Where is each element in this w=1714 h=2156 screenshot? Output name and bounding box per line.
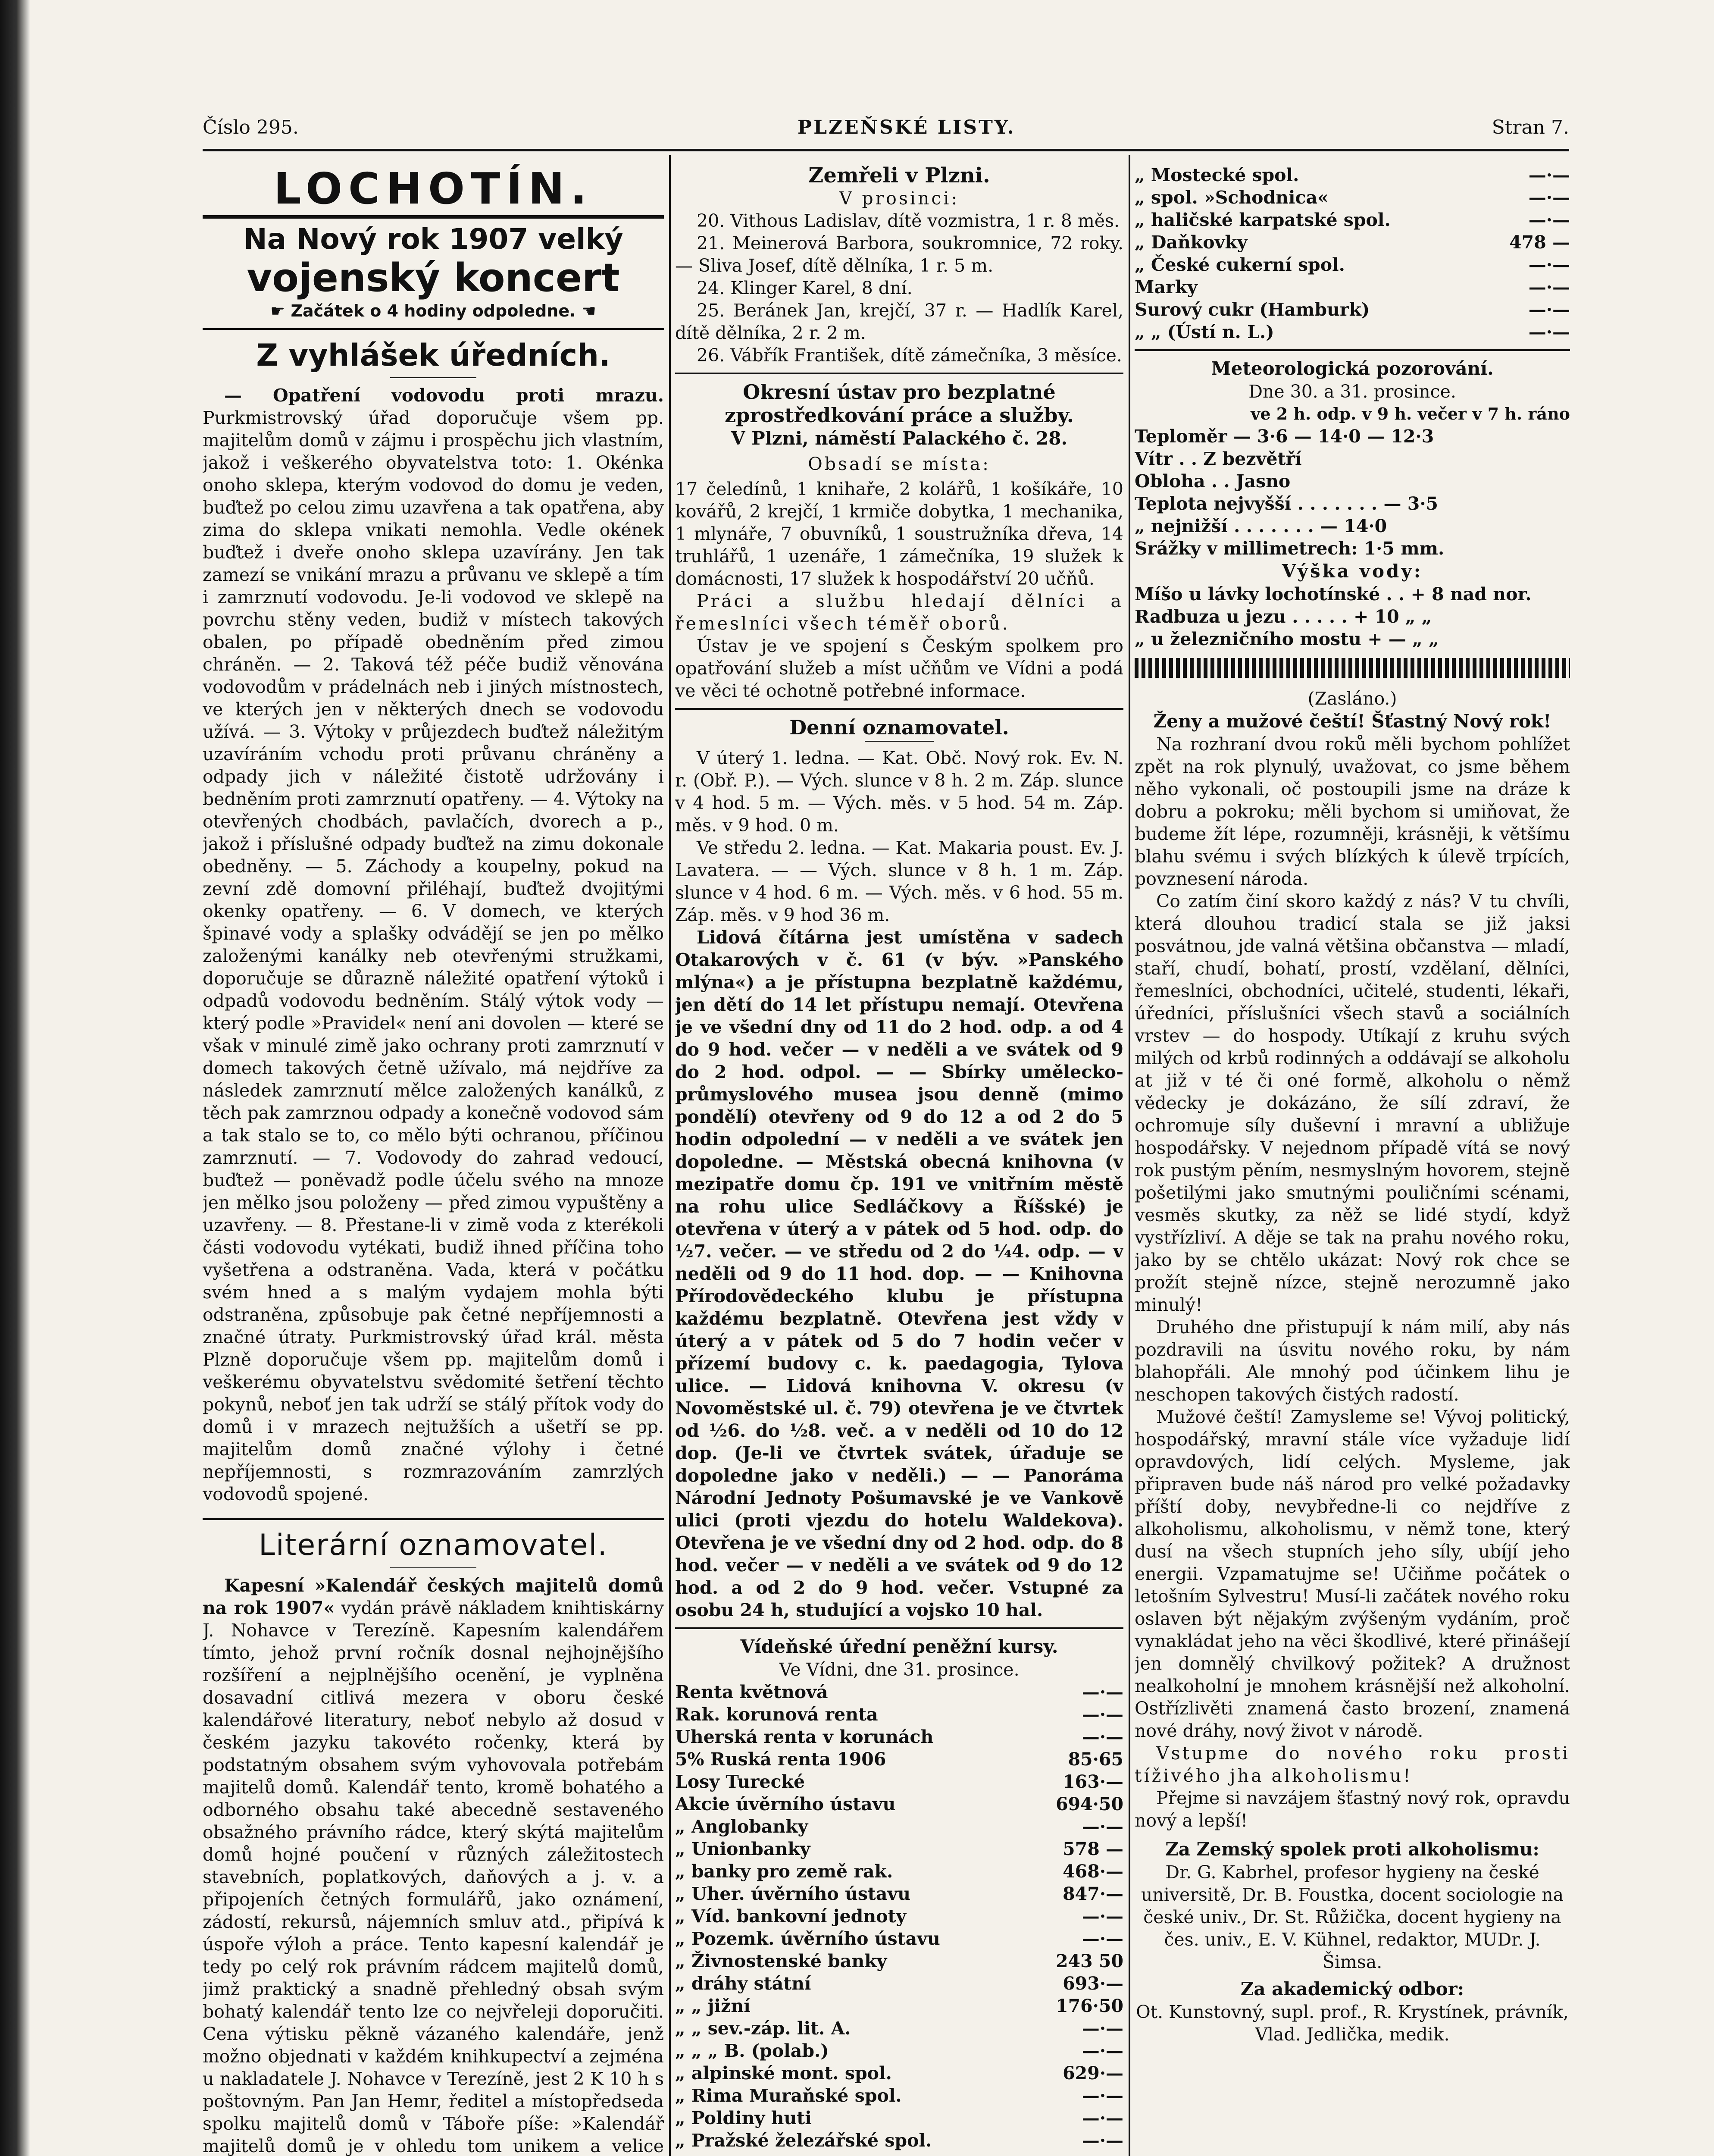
- meteo-min-temp: „ nejnižší . . . . . . . — 14·0: [1135, 516, 1387, 536]
- ad-line-3: ☛ Začátek o 4 hodiny odpoledne. ☚: [270, 301, 596, 320]
- signature-heading: Za Zemský spolek proti alkoholismu:: [1165, 1839, 1539, 1860]
- section-rule: [675, 373, 1123, 374]
- lochotin-ad: [203, 164, 664, 322]
- denni-title: Denní oznamovatel.: [789, 716, 1009, 739]
- section-rule: [203, 1518, 664, 1520]
- issue-number: Číslo 295.: [203, 116, 299, 138]
- ad-line-2: vojenský koncert: [247, 255, 620, 301]
- page-number: Stran 7.: [1492, 116, 1569, 138]
- column-3: [1135, 164, 1570, 2156]
- literarni-title: Literární oznamovatel.: [258, 1528, 608, 1562]
- table-row: „ alpinské mont. spol. 629·—: [675, 2063, 1123, 2084]
- table-row: „ „ (Ústí n. L.) —·—: [1135, 322, 1570, 342]
- column-divider-2: [1129, 155, 1130, 2156]
- zaslano-label: (Zasláno.): [1307, 688, 1397, 709]
- zaslano-paragraph: Na rozhraní dvou roků měli bychom pohlížet zpět na rok plynulý, uvažovat, co jsme během něho vykonali, oč postoupili jsme na dráze k dobru a pokroku; měli bychom si umiňovat, že budeme žít lépe, rozumněji, krásněji, k většímu blahu svému i svých blízkých k úlevě trpících, povznesení národa.: [1135, 734, 1570, 889]
- water-level-row: Radbuza u jezu . . . . . + 10 „ „: [1135, 606, 1432, 627]
- meteo-wind: Vítr . . Z bezvětří: [1135, 448, 1302, 469]
- column-1: [203, 164, 664, 2156]
- vyhlasky-title: Z vyhlášek úředních.: [256, 338, 610, 373]
- article-lead: Kapesní »Kalendář českých majitelů domů na rok 1907«: [203, 1575, 664, 1618]
- table-row: „ haličské karpatské spol. —·—: [1135, 210, 1570, 230]
- ustav-title: Okresní ústav pro bezplatné zprostředkování práce a služby.: [725, 380, 1074, 427]
- table-row: „ Rima Muraňské spol. —·—: [675, 2085, 1123, 2106]
- table-row: „ Daňkovky 478 —: [1135, 232, 1570, 253]
- death-entry: 24. Klinger Karel, 8 dní.: [697, 278, 913, 298]
- table-row: „ „ jižní 176·50: [675, 1996, 1123, 2016]
- table-row: „ Víd. bankovní jednoty —·—: [675, 1906, 1123, 1927]
- ad-line-1: Na Nový rok 1907 velký: [243, 222, 623, 256]
- death-entry: 20. Vithous Ladislav, dítě vozmistra, 1 r. 8 měs.: [697, 210, 1120, 231]
- page-header: [203, 116, 1569, 151]
- column-divider-1: [669, 155, 671, 2156]
- title-underline: [865, 741, 934, 742]
- table-row: 5% Ruská renta 1906 85·65: [675, 1749, 1123, 1770]
- table-row: „ Uher. úvěrního ústavu 847·—: [675, 1883, 1123, 1904]
- table-row: „ dráhy státní 693·—: [675, 1973, 1123, 1994]
- meteo-times: ve 2 h. odp. v 9 h. večer v 7 h. ráno: [1251, 404, 1570, 423]
- zaslano-paragraph: Vstupme do nového roku prosti tíživého jha alkoholismu!: [1135, 1743, 1570, 1786]
- meteo-max-temp: Teplota nejvyšší . . . . . . . — 3·5: [1135, 493, 1439, 514]
- section-rule: [675, 708, 1123, 710]
- water-level-title: Výška vody:: [1282, 561, 1423, 582]
- kursy-title: Vídeňské úřední peněžní kursy.: [740, 1636, 1058, 1657]
- vyhlasky-article: [203, 384, 664, 1505]
- ad-title: LOCHOTÍN.: [273, 164, 593, 214]
- zemreli-title: Zemřeli v Plzni.: [808, 164, 990, 188]
- table-row: „ Pozemk. úvěrního ústavu —·—: [675, 1928, 1123, 1949]
- pointing-hand-icon: ☛: [270, 301, 291, 320]
- literarni-article: [203, 1574, 664, 2156]
- table-row: „ Anglobanky —·—: [675, 1816, 1123, 1837]
- ustav-seeking: Práci a službu hledají dělníci a řemeslníci všech téměř oborů.: [675, 591, 1123, 634]
- ustav-info: Ústav je ve spojení s Českým spolkem pro opatřování služeb a míst učňům ve Vídni a podá ve věci té ochotně potřebné informace.: [675, 636, 1123, 701]
- zaslano-paragraph: Druhého dne přistupují k nám milí, aby nás pozdravili na úsvitu nového roku, by nám blahopřáli. Ale mnohý pod účinkem lihu je neschopen takových čistých radostí.: [1135, 1317, 1570, 1405]
- kursy-table-continued: [1135, 164, 1570, 343]
- death-entry: 21. Meinerová Barbora, soukromnice, 72 roky. — Sliva Josef, dítě dělníka, 1 r. 5 m.: [675, 233, 1123, 276]
- table-row: „ Pražské železářské spol. —·—: [675, 2130, 1123, 2151]
- table-row: Akcie úvěrního ústavu 694·50: [675, 1794, 1123, 1814]
- section-rule: [1135, 349, 1570, 351]
- ustav-positions: 17 čeledínů, 1 knihaře, 2 kolářů, 1 košíkáře, 10 kovářů, 2 krejčí, 1 krmiče dobytka, 1 mechanika, 1 mlynáře, 7 obuvníků, 1 soustružníka dřeva, 14 truhlářů, 1 uzenáře, 1 zámečníka, 19 služek k domácnosti, 17 služek k hospodářství 20 učňů.: [675, 479, 1123, 589]
- denni-tuesday: V úterý 1. ledna. — Kat. Obč. Nový rok. Ev. N. r. (Obř. P.). — Vých. slunce v 8 h. 2 m. Záp. slunce v 4 hod. 5 m. — Vých. měs. v 5 hod. 54 m. Záp. měs. v 9 hod. 0 m.: [675, 748, 1123, 836]
- table-row: „ spol. »Schodnica« —·—: [1135, 187, 1570, 208]
- table-row: Rak. korunová renta —·—: [675, 1704, 1123, 1725]
- decorative-separator: [1135, 658, 1570, 678]
- newspaper-title: PLZEŇSKÉ LISTY.: [798, 116, 1016, 138]
- table-row: Surový cukr (Hamburk) —·—: [1135, 299, 1570, 320]
- ustav-address: V Plzni, náměstí Palackého č. 28.: [731, 428, 1068, 449]
- table-row: „ banky pro země rak. 468·—: [675, 1861, 1123, 1882]
- denni-wednesday: Ve středu 2. ledna. — Kat. Makaria poust. Ev. J. Lavatera. — — Vých. slunce v 8 h. 1 m. Záp. slunce v 4 hod. 6 m. — Vých. měs. v 6 hod. 55 m. Záp. měs. v 9 hod 36 m.: [675, 837, 1123, 925]
- water-level-row: „ u železničního mostu + — „ „: [1135, 629, 1439, 649]
- ad-rule: [203, 215, 664, 219]
- article-text: Purkmistrovský úřad doporučuje všem pp. majitelům domů v zájmu i prospěchu jich vlastním, jakož i veškerého obyvatelstva toto: 1. Okénka onoho sklepa, kterým vodovod do domu je veden, buďtež po celou zimu uzavřena a tak opatřena, aby zima do sklepa vnikati nemohla. Vedle okének buďtež i dveře onoho sklepa uzavírány. Jen tak zamezí se vnikání mrazu a průvanu ve sklepě a tím i zamrznutí vodovodu. Je-li vodovod ve sklepě na povrchu stěny veden, budiž v místech takových obalen, po případě obedněním před zimou chráněn. — 2. Taková též péče budiž věnována vodovodům v prádelnách neb i jiných místnostech, ve kterých jen v některých dnech se vodovodu užívá. — 3. Výtoky v průjezdech buďtež náležitým uzavíráním vchodu proti průvanu chráněny a odpady jich v náležité čistotě udržovány i bedněním proti zamrznutí opatřeny. — 4. Výtoky na otevřených chodbách, pavlačích, dvorech a p., jakož i příslušné odpady buďtež na zimu dokonale obedněny. — 5. Záchody a koupelny, pokud na zevní zdě domovní přiléhají, buďtež dvojitými okenky opatřeny. — 6. V domech, ve kterých špinavé vody a splašky odvádějí se jen po mělko založenými kanálky neb otevřenými stružkami, doporučuje se důrazně náležité opatření výtoků i odpadů vodovodu bedněním. Stálý výtok vody — který podle »Pravidel« není ani dovolen — které se však v minulé zimě jako ochrany proti zamrznutí v domech takových četně užívalo, má nejdříve za následek zamrznutí mělce založených kanálků, z těch pak zamrznou odpady a konečně vodovod sám a tak stalo se to, co mělo býti ochranou, příčinou zamrznutí. — 7. Vodovody do zahrad vedoucí, buďtež — poněvadž podle účelu svého na mnoze jen mělko jsou položeny — před zimou vypuštěny a uzavřeny. — 8. Přestane-li v zimě voda z kterékoli části vodovodu vytékati, budiž ihned příčina toho vyšetřena a odstraněna. Vada, která v počátku svém hned a s malým vydajem mohla býti odstraněna, způsobuje pak četné nepříjemnosti a značné útraty. Purkmistrovský úřad král. města Plzně doporučuje všem pp. majitelům domů i veškerému obyvatelstvu svědomité šetření těchto pokynů, neboť jen tak udrží se stálý přítok vody do domů i v mrazech nejtužších a ušetří se pp. majitelům domů značné výlohy i četné nepříjemnosti, s rozmrazováním zamrzlých vodovodů spojené.: [203, 407, 664, 1504]
- signature-heading: Za akademický odbor:: [1240, 1978, 1464, 1999]
- zaslano-paragraph: Mužové čeští! Zamysleme se! Vývoj politický, hospodářský, mravní stále více vyžaduje lidí opravdových, lidí celých. Mysleme, jak připraven bude náš národ pro velké požadavky příští doby, nevybředne-li co nejdříve z alkoholismu, alkoholismu, v němž tone, který dusí na všech stupních jeho síly, ubíjí jeho energii. Vzpamatujme se! Učiňme počátek o letošním Sylvestru! Musí-li začátek nového roku oslaven být nějakým zvýšeným vydáním, proč vynakládat jeho na věci škodlivé, které přinášejí jen domnělý chvilkový požitek? A družnost nealkoholní je mnohem krásnější než alkoholní. Ostřízlivěti znamená často brození, znamená nové dráhy, nový život v národě.: [1135, 1407, 1570, 1741]
- kursy-subtitle: Ve Vídni, dne 31. prosince.: [779, 1659, 1020, 1680]
- header-rule: [203, 149, 1569, 151]
- ustav-subtitle: Obsadí se místa:: [808, 454, 991, 474]
- death-entry: 26. Vábřík František, dítě zámečníka, 3 měsíce.: [697, 345, 1122, 366]
- meteo-rainfall: Srážky v millimetrech: 1·5 mm.: [1135, 538, 1445, 559]
- table-row: Renta květnová —·—: [675, 1682, 1123, 1702]
- table-row: Marky —·—: [1135, 277, 1570, 298]
- pointing-hand-icon: ☚: [576, 301, 596, 320]
- meteo-title: Meteorologická pozorování.: [1211, 358, 1494, 379]
- meteo-thermometer: Teploměr — 3·6 — 14·0 — 12·3: [1135, 426, 1434, 447]
- denni-institutions: Lidová čítárna jest umístěna v sadech Otakarových v č. 61 (v býv. »Panského mlýna«) a je přístupna bezplatně každému, jen dětí do 14 let přístupu nemají. Otevřena je ve všední dny od 11 do 2 hod. odp. a od 4 do 9 hod. večer — v neděli a ve svátek od 9 do 2 hod. odpol. — — Sbírky umělecko-průmyslového musea jsou denně (mimo pondělí) otevřeny od 9 do 12 a od 2 do 5 hodin odpolední — v neděli a ve svátek jen dopoledne. — Městská obecná knihovna (v mezipatře domu čp. 191 ve vnitřním městě na rohu ulice Sedláčkovy a Říšské) je otevřena v úterý a v pátek od 5 hod. odp. do ½7. večer. — ve středu od 2 do ¼4. odp. — v neděli od 9 do 11 hod. dop. — — Knihovna Přírodovědeckého klubu je přístupna každému bezplatně. Otevřena jest vždy v úterý a v pátek od 5 do 7 hodin večer v přízemí budovy c. k. paedagogia, Tylova ulice. — Lidová knihovna V. okresu (v Novoměstské ul. č. 79) otevřena je ve čtvrtek od ½6. do ½8. več. a v neděli od 10 do 12 dop. (Je-li ve čtvrtek svátek, úřaduje se dopoledne jako v neděli.) — — Panoráma Národní Jednoty Pošumavské je ve Vankově ulici (proti vjezdu do hotelu Waldekova). Otevřena je ve všední dny od 2 hod. odp. do 8 hod. večer — v neděli a ve svátek od 9 do 12 hod. a od 2 do 9 hod. večer. Vstupné za osobu 24 h, studující a vojsko 10 hal.: [675, 927, 1123, 1620]
- section-rule: [675, 1627, 1123, 1629]
- death-entry: 25. Beránek Jan, krejčí, 37 r. — Hadlík Karel, dítě dělníka, 2 r. 2 m.: [675, 300, 1123, 343]
- article-text: vydán právě nákladem knihtiskárny J. Nohavce v Terezíně. Kapesním kalendářem tímto, jehož první ročník dosnal nejhojnějšího rozšíření a nejplnějšího ocenění, je vyplněna dosavadní citlivá mezera v oboru české kalendářové literatury, neboť nebylo až dosud v českém jazyku takovéto ročenky, která by podstatným obsahem svým vyhovovala potřebám majitelů domů. Kalendář tento, kromě bohatého a odborného obsahu také abecedně sestaveného obsažného právního rádce, který skýtá majitelům domů hojné poučení v různých záležitostech stavebních, poplatkových, daňových a j. v. a připojeních četných formulářů, jako oznámení, zádostí, rekursů, nájemních smluv atd., připívá k úspoře výloh a práce. Tento kapesní kalendář je tedy po celý rok právním rádcem majitelů domů, jimž praktický a snadně přehledný obsah svým bohatý kalendář tento lze co nejvřeleji doporučiti. Cena výtisku pěkně vázaného kalendáře, jenž možno objednati v každém knihkupectví a zejména u nakladatele J. Nohavce v Terezíně, jest 2 K 10 h s poštovným. Pan Jan Hemr, ředitel a místopředseda spolku majitelů domů v Táboře píše: »Kalendář majitelů domů je v ohledu tom unikem a velice: [203, 1598, 664, 2156]
- table-row: „ Mostecké spol. —·—: [1135, 165, 1570, 185]
- zaslano-paragraph: Co zatím činí skoro každý z nás? V tu chvíli, která dlouhou tradicí stala se již jaksi posvátnou, jde valná většina občanstva — mladí, staří, chudí, bohatí, prostí, vzdělaní, dělníci, řemeslníci, obchodníci, učitelé, studenti, lékaři, úředníci, příslušníci všech stavů a sociálních vrstev — do hospody. Utíkají z kruhu svých milých od krbů rodinných a oddávají se alkoholu at již v té či oné formě, alkoholu o němž vědecky je dokázáno, že sílí zdraví, že ochromuje síly duševní i mravní a ubližuje hospodářsky. V nejednom případě vítá se nový rok pustým pěním, nesmyslným hovorem, stejně pošetilými jako smutnými pouličními scénami, vesměs skutky, za něž se lidé stydí, když vystřízliví. A děje se tak na prahu nového roku, jako by se chtělo ukázat: Nový rok chce se prožít stejně nízce, stejně nerozumně jako minulý!: [1135, 891, 1570, 1315]
- water-level-row: Míšo u lávky lochotínské . . + 8 nad nor.: [1135, 584, 1532, 605]
- table-row: „ „ sev.-záp. lit. A. —·—: [675, 2018, 1123, 2039]
- title-underline: [390, 1567, 476, 1568]
- table-row: Losy Turecké 163·—: [675, 1771, 1123, 1792]
- scan-edge-shadow: [0, 0, 30, 2156]
- table-row: „ Živnostenské banky 243 50: [675, 1951, 1123, 1971]
- meteo-clouds: Obloha . . Jasno: [1135, 471, 1291, 492]
- article-lead: — Opatření vodovodu proti mrazu.: [224, 385, 664, 406]
- table-row: Uherská renta v korunách —·—: [675, 1727, 1123, 1747]
- table-row: „ České cukerní spol. —·—: [1135, 254, 1570, 275]
- signature-names: Ot. Kunstovný, supl. prof., R. Krystínek, právník, Vlad. Jedlička, medik.: [1136, 2002, 1569, 2045]
- section-rule: [203, 328, 664, 330]
- table-row: „ „ „ B. (polab.) —·—: [675, 2040, 1123, 2061]
- zaslano-title: Ženy a mužové čeští! Šťastný Nový rok!: [1153, 711, 1551, 732]
- zemreli-month: V prosinci:: [839, 188, 960, 209]
- kursy-table: [675, 1681, 1123, 2152]
- table-row: „ Unionbanky 578 —: [675, 1839, 1123, 1859]
- title-underline: [390, 377, 476, 378]
- table-row: „ Poldiny huti —·—: [675, 2108, 1123, 2128]
- signature-names: Dr. G. Kabrhel, profesor hygieny na české universitě, Dr. B. Foustka, docent sociologie na české univ., Dr. St. Růžička, docent hygieny na čes. univ., E. V. Kühnel, redaktor, MUDr. J. Šimsa.: [1141, 1862, 1564, 1972]
- meteo-dates: Dne 30. a 31. prosince.: [1248, 381, 1456, 402]
- zaslano-paragraph: Přejme si navzájem šťastný nový rok, opravdu nový a lepší!: [1135, 1788, 1570, 1831]
- column-2: [675, 164, 1123, 2156]
